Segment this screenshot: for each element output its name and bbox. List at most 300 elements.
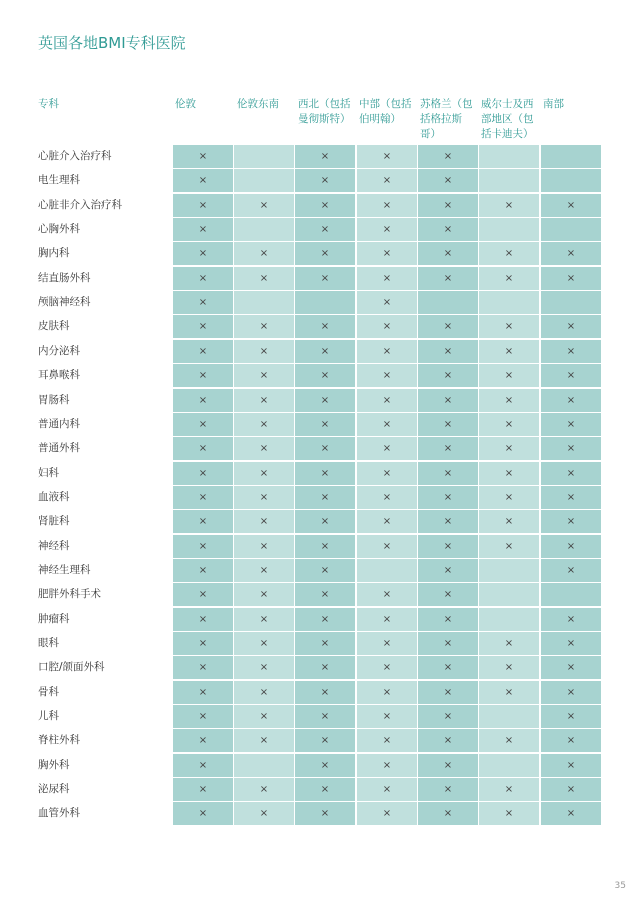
cross-mark: × — [566, 321, 576, 332]
table-cell — [173, 437, 233, 460]
row-label: 骨科 — [38, 686, 59, 698]
table-cell — [295, 413, 355, 436]
cross-mark: × — [198, 273, 208, 284]
cross-mark: × — [566, 516, 576, 527]
cross-mark: × — [259, 273, 269, 284]
row-label: 口腔/颌面外科 — [38, 661, 105, 673]
cross-mark: × — [566, 662, 576, 673]
page-number: 35 — [614, 881, 626, 891]
table-cell — [357, 510, 417, 533]
table-cell — [479, 389, 539, 412]
table-cell — [295, 583, 355, 606]
cross-mark: × — [443, 760, 453, 771]
cross-mark: × — [443, 711, 453, 722]
row-label: 心脏非介入治疗科 — [38, 199, 122, 211]
cross-mark: × — [259, 589, 269, 600]
cross-mark: × — [259, 808, 269, 819]
table-cell — [541, 802, 601, 825]
table-cell — [295, 194, 355, 217]
table-cell — [234, 462, 294, 485]
table-cell — [295, 656, 355, 679]
cross-mark: × — [382, 395, 392, 406]
table-cell — [234, 681, 294, 704]
table-cell — [234, 705, 294, 728]
cross-mark: × — [504, 321, 514, 332]
table-cell — [541, 437, 601, 460]
table-cell — [295, 462, 355, 485]
table-cell — [357, 291, 417, 314]
table-cell — [357, 656, 417, 679]
cross-mark: × — [320, 687, 330, 698]
cross-mark: × — [504, 200, 514, 211]
cross-mark: × — [382, 492, 392, 503]
table-cell — [479, 656, 539, 679]
table-cell — [295, 145, 355, 168]
table-cell — [541, 364, 601, 387]
table-cell — [479, 169, 539, 192]
table-cell — [295, 754, 355, 777]
cross-mark: × — [382, 248, 392, 259]
cross-mark: × — [443, 224, 453, 235]
table-cell — [479, 778, 539, 801]
table-cell — [479, 242, 539, 265]
row-label: 结直肠外科 — [38, 272, 91, 284]
table-cell — [173, 169, 233, 192]
table-cell — [418, 364, 478, 387]
cross-mark: × — [259, 784, 269, 795]
table-cell — [357, 194, 417, 217]
table-cell — [295, 437, 355, 460]
cross-mark: × — [504, 468, 514, 479]
cross-mark: × — [198, 541, 208, 552]
header-london: 伦敦 — [175, 98, 196, 110]
cross-mark: × — [198, 297, 208, 308]
table-cell — [479, 315, 539, 338]
cross-mark: × — [320, 273, 330, 284]
table-cell — [541, 705, 601, 728]
table-cell — [234, 559, 294, 582]
cross-mark: × — [320, 248, 330, 259]
table-cell — [418, 462, 478, 485]
cross-mark: × — [443, 808, 453, 819]
cross-mark: × — [566, 468, 576, 479]
table-cell — [479, 194, 539, 217]
cross-mark: × — [382, 200, 392, 211]
cross-mark: × — [320, 151, 330, 162]
table-cell — [418, 413, 478, 436]
cross-mark: × — [259, 321, 269, 332]
table-cell — [541, 778, 601, 801]
cross-mark: × — [198, 321, 208, 332]
table-cell — [541, 608, 601, 631]
cross-mark: × — [259, 419, 269, 430]
table-cell — [479, 437, 539, 460]
cross-mark: × — [382, 443, 392, 454]
cross-mark: × — [504, 662, 514, 673]
header-northwest: 西北（包括曼彻斯特） — [298, 98, 351, 125]
cross-mark: × — [320, 735, 330, 746]
cross-mark: × — [320, 516, 330, 527]
table-cell — [479, 145, 539, 168]
table-cell — [234, 535, 294, 558]
table-cell — [234, 315, 294, 338]
table-cell — [418, 315, 478, 338]
page-title: 英国各地BMI专科医院 — [38, 34, 186, 52]
table-cell — [541, 315, 601, 338]
table-cell — [357, 608, 417, 631]
row-label: 普通外科 — [38, 442, 80, 454]
cross-mark: × — [198, 443, 208, 454]
table-cell — [479, 486, 539, 509]
cross-mark: × — [443, 638, 453, 649]
cross-mark: × — [504, 419, 514, 430]
row-label: 内分泌科 — [38, 345, 80, 357]
table-cell — [357, 340, 417, 363]
table-cell — [295, 364, 355, 387]
cross-mark: × — [382, 175, 392, 186]
cross-mark: × — [320, 175, 330, 186]
cross-mark: × — [382, 468, 392, 479]
row-label: 脊柱外科 — [38, 734, 80, 746]
cross-mark: × — [382, 662, 392, 673]
table-cell — [295, 242, 355, 265]
table-cell — [479, 632, 539, 655]
cross-mark: × — [198, 760, 208, 771]
cross-mark: × — [198, 784, 208, 795]
table-cell — [234, 291, 294, 314]
table-cell — [234, 413, 294, 436]
cross-mark: × — [443, 541, 453, 552]
cross-mark: × — [259, 346, 269, 357]
cross-mark: × — [382, 224, 392, 235]
cross-mark: × — [198, 346, 208, 357]
cross-mark: × — [382, 297, 392, 308]
table-cell — [541, 218, 601, 241]
cross-mark: × — [259, 614, 269, 625]
cross-mark: × — [198, 565, 208, 576]
table-cell — [295, 632, 355, 655]
header-london-southeast: 伦敦东南 — [237, 98, 279, 110]
cross-mark: × — [198, 687, 208, 698]
cross-mark: × — [382, 589, 392, 600]
cross-mark: × — [443, 151, 453, 162]
table-cell — [295, 705, 355, 728]
cross-mark: × — [504, 808, 514, 819]
header-specialty: 专科 — [38, 98, 59, 110]
table-cell — [295, 291, 355, 314]
row-label: 泌尿科 — [38, 783, 70, 795]
cross-mark: × — [382, 273, 392, 284]
cross-mark: × — [198, 395, 208, 406]
cross-mark: × — [259, 370, 269, 381]
table-cell — [541, 583, 601, 606]
cross-mark: × — [443, 321, 453, 332]
cross-mark: × — [320, 614, 330, 625]
table-cell — [173, 559, 233, 582]
cross-mark: × — [198, 735, 208, 746]
cross-mark: × — [566, 735, 576, 746]
cross-mark: × — [259, 735, 269, 746]
row-label: 皮肤科 — [38, 320, 70, 332]
table-cell — [541, 681, 601, 704]
cross-mark: × — [382, 346, 392, 357]
table-cell — [234, 267, 294, 290]
table-cell — [418, 778, 478, 801]
table-cell — [234, 218, 294, 241]
table-cell — [418, 535, 478, 558]
table-cell — [234, 754, 294, 777]
table-cell — [234, 340, 294, 363]
table-cell — [541, 389, 601, 412]
table-cell — [357, 778, 417, 801]
table-cell — [234, 583, 294, 606]
cross-mark: × — [566, 200, 576, 211]
cross-mark: × — [443, 200, 453, 211]
table-cell — [418, 583, 478, 606]
row-label: 心胸外科 — [38, 223, 80, 235]
table-cell — [234, 145, 294, 168]
cross-mark: × — [320, 589, 330, 600]
table-cell — [357, 632, 417, 655]
cross-mark: × — [320, 443, 330, 454]
cross-mark: × — [198, 224, 208, 235]
cross-mark: × — [566, 248, 576, 259]
header-wales-west: 威尔士及西部地区（包括卡迪夫） — [481, 98, 534, 140]
cross-mark: × — [443, 175, 453, 186]
table-cell — [479, 462, 539, 485]
cross-mark: × — [382, 784, 392, 795]
table-cell — [541, 656, 601, 679]
table-cell — [357, 389, 417, 412]
cross-mark: × — [259, 395, 269, 406]
table-cell — [418, 608, 478, 631]
table-cell — [479, 413, 539, 436]
table-cell — [173, 754, 233, 777]
table-cell — [479, 218, 539, 241]
table-cell — [479, 608, 539, 631]
table-cell — [295, 169, 355, 192]
table-cell — [357, 169, 417, 192]
cross-mark: × — [382, 735, 392, 746]
cross-mark: × — [566, 614, 576, 625]
table-cell — [541, 169, 601, 192]
table-cell — [418, 437, 478, 460]
cross-mark: × — [382, 321, 392, 332]
table-cell — [357, 729, 417, 752]
table-cell — [173, 364, 233, 387]
table-cell — [479, 583, 539, 606]
cross-mark: × — [382, 711, 392, 722]
table-cell — [234, 632, 294, 655]
cross-mark: × — [443, 614, 453, 625]
row-label: 颅脑神经科 — [38, 296, 91, 308]
table-cell — [479, 754, 539, 777]
cross-mark: × — [566, 395, 576, 406]
table-cell — [541, 340, 601, 363]
row-label: 胸外科 — [38, 759, 70, 771]
cross-mark: × — [259, 200, 269, 211]
table-cell — [479, 340, 539, 363]
table-cell — [234, 437, 294, 460]
table-cell — [418, 486, 478, 509]
cross-mark: × — [320, 565, 330, 576]
cross-mark: × — [504, 443, 514, 454]
table-cell — [541, 242, 601, 265]
table-cell — [479, 510, 539, 533]
table-cell — [479, 364, 539, 387]
cross-mark: × — [504, 248, 514, 259]
row-label: 血管外科 — [38, 807, 80, 819]
table-cell — [357, 267, 417, 290]
table-cell — [357, 754, 417, 777]
table-cell — [295, 559, 355, 582]
cross-mark: × — [320, 346, 330, 357]
table-cell — [541, 729, 601, 752]
cross-mark: × — [443, 516, 453, 527]
cross-mark: × — [443, 784, 453, 795]
table-cell — [541, 267, 601, 290]
table-cell — [357, 583, 417, 606]
table-cell — [357, 242, 417, 265]
cross-mark: × — [259, 662, 269, 673]
cross-mark: × — [320, 662, 330, 673]
row-label: 血液科 — [38, 491, 70, 503]
table-cell — [234, 608, 294, 631]
table-cell — [418, 632, 478, 655]
table-cell — [357, 462, 417, 485]
cross-mark: × — [504, 273, 514, 284]
header-midlands: 中部（包括伯明翰） — [359, 98, 412, 125]
table-cell — [295, 535, 355, 558]
table-cell — [234, 486, 294, 509]
cross-mark: × — [382, 541, 392, 552]
table-cell — [357, 535, 417, 558]
table-cell — [173, 802, 233, 825]
table-cell — [295, 267, 355, 290]
row-label: 肿瘤科 — [38, 613, 70, 625]
table-cell — [173, 535, 233, 558]
cross-mark: × — [320, 200, 330, 211]
cross-mark: × — [504, 516, 514, 527]
table-cell — [541, 413, 601, 436]
cross-mark: × — [443, 492, 453, 503]
table-cell — [295, 681, 355, 704]
table-cell — [418, 656, 478, 679]
row-label: 肥胖外科手术 — [38, 588, 101, 600]
header-scotland: 苏格兰（包括格拉斯哥） — [420, 98, 473, 140]
cross-mark: × — [504, 370, 514, 381]
table-cell — [295, 340, 355, 363]
table-cell — [418, 340, 478, 363]
cross-mark: × — [504, 395, 514, 406]
table-cell — [418, 729, 478, 752]
table-cell — [173, 194, 233, 217]
table-cell — [418, 242, 478, 265]
table-cell — [541, 145, 601, 168]
table-cell — [173, 462, 233, 485]
cross-mark: × — [320, 370, 330, 381]
table-cell — [357, 413, 417, 436]
cross-mark: × — [382, 808, 392, 819]
table-cell — [541, 194, 601, 217]
cross-mark: × — [320, 492, 330, 503]
table-cell — [234, 729, 294, 752]
table-cell — [173, 242, 233, 265]
cross-mark: × — [443, 687, 453, 698]
cross-mark: × — [198, 492, 208, 503]
table-cell — [295, 218, 355, 241]
table-cell — [418, 754, 478, 777]
cross-mark: × — [443, 735, 453, 746]
table-cell — [418, 145, 478, 168]
cross-mark: × — [259, 638, 269, 649]
row-label: 心脏介入治疗科 — [38, 150, 112, 162]
table-cell — [173, 315, 233, 338]
table-cell — [479, 535, 539, 558]
table-cell — [295, 315, 355, 338]
table-cell — [479, 291, 539, 314]
table-cell — [357, 145, 417, 168]
table-cell — [234, 194, 294, 217]
cross-mark: × — [443, 273, 453, 284]
cross-mark: × — [504, 541, 514, 552]
table-cell — [418, 559, 478, 582]
table-cell — [418, 510, 478, 533]
cross-mark: × — [198, 808, 208, 819]
cross-mark: × — [320, 784, 330, 795]
cross-mark: × — [566, 784, 576, 795]
cross-mark: × — [198, 711, 208, 722]
cross-mark: × — [566, 492, 576, 503]
cross-mark: × — [198, 175, 208, 186]
cross-mark: × — [259, 516, 269, 527]
table-cell — [541, 291, 601, 314]
cross-mark: × — [259, 492, 269, 503]
cross-mark: × — [443, 443, 453, 454]
table-cell — [295, 802, 355, 825]
cross-mark: × — [320, 224, 330, 235]
cross-mark: × — [320, 419, 330, 430]
cross-mark: × — [382, 638, 392, 649]
table-cell — [357, 364, 417, 387]
table-cell — [357, 315, 417, 338]
table-cell — [418, 681, 478, 704]
table-cell — [173, 778, 233, 801]
cross-mark: × — [504, 638, 514, 649]
cross-mark: × — [198, 614, 208, 625]
cross-mark: × — [320, 468, 330, 479]
table-cell — [295, 486, 355, 509]
table-cell — [173, 267, 233, 290]
table-cell — [295, 510, 355, 533]
table-cell — [479, 681, 539, 704]
cross-mark: × — [382, 151, 392, 162]
table-cell — [234, 242, 294, 265]
cross-mark: × — [382, 687, 392, 698]
cross-mark: × — [443, 248, 453, 259]
table-cell — [357, 705, 417, 728]
row-label: 耳鼻喉科 — [38, 369, 80, 381]
cross-mark: × — [320, 760, 330, 771]
row-label: 神经科 — [38, 540, 70, 552]
cross-mark: × — [320, 808, 330, 819]
cross-mark: × — [382, 516, 392, 527]
table-cell — [295, 778, 355, 801]
cross-mark: × — [504, 735, 514, 746]
cross-mark: × — [198, 468, 208, 479]
cross-mark: × — [320, 395, 330, 406]
cross-mark: × — [259, 541, 269, 552]
